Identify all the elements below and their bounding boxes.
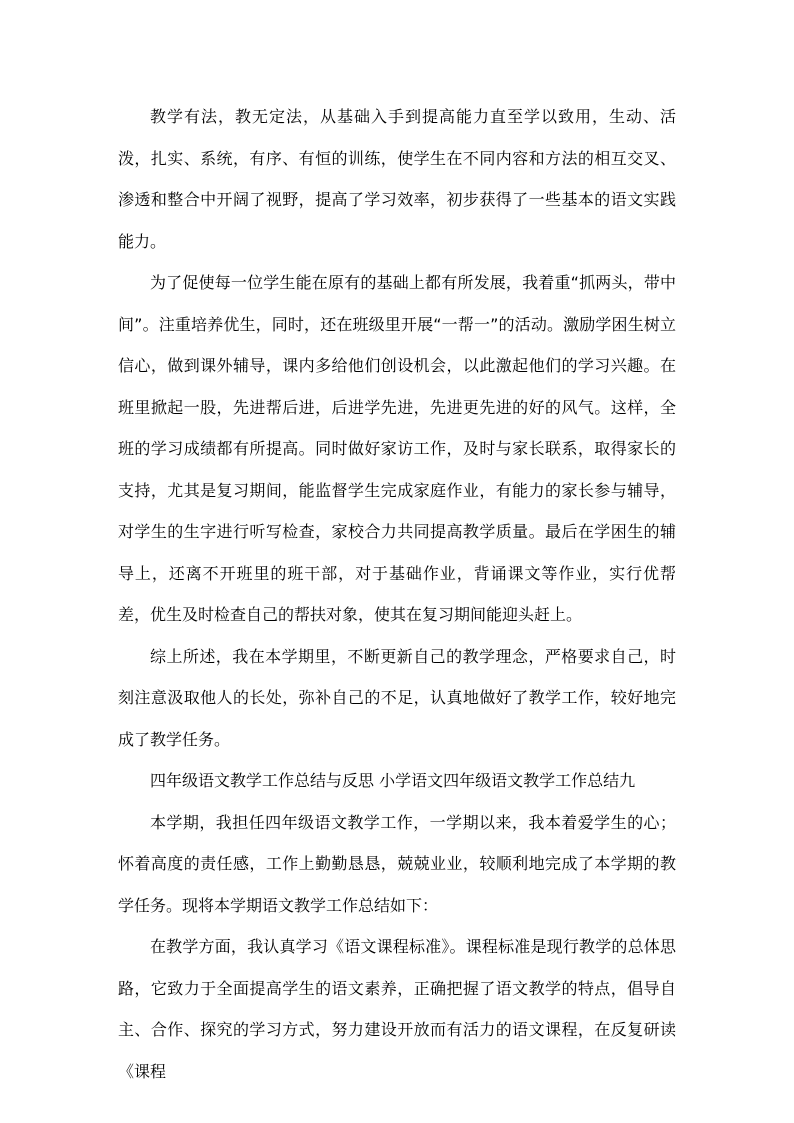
paragraph-intro: 本学期，我担任四年级语文教学工作，一学期以来，我本着爱学生的心；怀着高度的责任感，工作上勤勤恳恳，兢兢业业，较顺利地完成了本学期的教学任务。现将本学期语文教学工作总结如下：: [118, 812, 676, 915]
paragraph-summary: 综上所述，我在本学期里，不断更新自己的教学理念，严格要求自己，时刻注意汲取他人的长处，弥补自己的不足，认真地做好了教学工作，较好地完成了教学任务。: [118, 646, 676, 749]
section-heading: 四年级语文教学工作总结与反思 小学语文四年级语文教学工作总结九: [150, 771, 636, 790]
paragraph-curriculum: 在教学方面，我认真学习《语文课程标准》。课程标准是现行教学的总体思路，它致力于全面提高学生的语文素养，正确把握了语文教学的特点，倡导自主、合作、探究的学习方式，努力建设开放而有活力的语文课程，在反复研读《课程: [118, 937, 676, 1081]
paragraph-teaching-method: 教学有法，教无定法，从基础入手到提高能力直至学以致用，生动、活泼，扎实、系统，有序、有恒的训练，使学生在不同内容和方法的相互交叉、渗透和整合中开阔了视野，提高了学习效率，初步获得了一些基本的语文实践能力。: [118, 107, 676, 251]
paragraph-student-development: 为了促使每一位学生能在原有的基础上都有所发展，我着重“抓两头，带中间”。注重培养优生，同时，还在班级里开展“一帮一”的活动。激励学困生树立信心，做到课外辅导，课内多给他们创设机会，以此激起他们的学习兴趣。在班里掀起一股，先进帮后进，后进学先进，先进更先进的好的风气。这样，全班的学习成绩都有所提高。同时做好家访工作，及时与家长联系，取得家长的支持，尤其是复习期间，能监督学生完成家庭作业，有能力的家长参与辅导，对学生的生字进行听写检查，家校合力共同提高教学质量。最后在学困生的辅导上，还离不开班里的班干部，对于基础作业，背诵课文等作业，实行优帮差，优生及时检查自己的帮扶对象，使其在复习期间能迎头赶上。: [118, 273, 676, 624]
document-body: [118, 96, 676, 1092]
